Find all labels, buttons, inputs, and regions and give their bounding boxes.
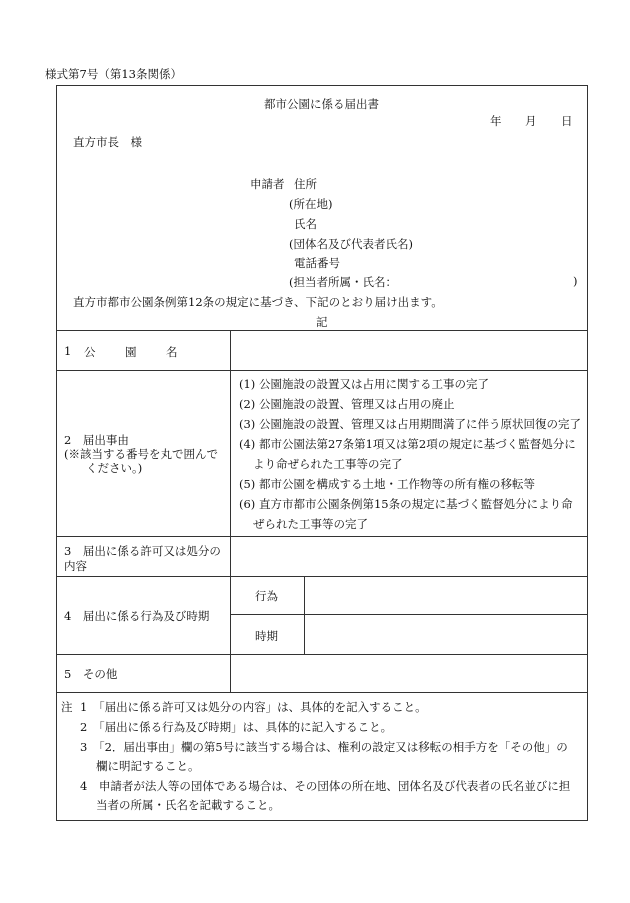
act-field[interactable] bbox=[306, 578, 586, 612]
name-label: 氏名 bbox=[294, 217, 317, 231]
action-label: 4 届出に係る行為及び時期 bbox=[64, 609, 210, 623]
addressee: 直方市長 様 bbox=[73, 135, 142, 149]
reason-option-2[interactable]: (2) 公園施設の設置、管理又は占用の廃止 bbox=[239, 397, 455, 411]
reason-note: (※該当する番号を丸で囲んで bbox=[64, 447, 218, 461]
phone-label: 電話番号 bbox=[294, 256, 340, 270]
row-divider bbox=[56, 370, 588, 371]
date-day-label: 日 bbox=[561, 114, 573, 128]
address-label: 住所 bbox=[294, 177, 317, 191]
reason-option-5[interactable]: (5) 都市公園を構成する土地・工作物等の所有権の移転等 bbox=[239, 477, 535, 491]
form-number: 様式第7号（第13条関係） bbox=[45, 67, 182, 81]
contact-close-paren: ) bbox=[573, 274, 578, 288]
reason-option-4-continued: より命ぜられた工事等の完了 bbox=[253, 457, 403, 471]
other-field[interactable] bbox=[232, 656, 586, 690]
row-divider bbox=[56, 654, 588, 655]
reason-option-4[interactable]: (4) 都市公園法第27条第1項又は第2項の規定に基づく監督処分に bbox=[239, 437, 576, 451]
period-label: 時期 bbox=[255, 629, 278, 643]
park-row-number: 1 bbox=[64, 344, 72, 358]
permit-label-continued: 内容 bbox=[64, 559, 87, 573]
row-divider bbox=[56, 536, 588, 537]
row-divider bbox=[56, 330, 588, 331]
park-row-char: 園 bbox=[125, 345, 137, 359]
permit-label: 3 届出に係る許可又は処分の bbox=[64, 544, 221, 558]
permit-content-field[interactable] bbox=[232, 538, 586, 574]
statement: 直方市都市公園条例第12条の規定に基づき、下記のとおり届け出ます。 bbox=[73, 295, 443, 309]
notes-head: 注 bbox=[61, 700, 73, 714]
location-label: (所在地) bbox=[289, 197, 333, 211]
note-line-continued: 当者の所属・氏名を記載すること。 bbox=[96, 798, 280, 812]
column-divider bbox=[230, 330, 231, 692]
row-divider bbox=[230, 614, 588, 615]
org-name-label: (団体名及び代表者氏名) bbox=[289, 237, 413, 251]
date-year-label: 年 bbox=[490, 114, 502, 128]
note-line: 2 「届出に係る行為及び時期」は、具体的に記入すること。 bbox=[80, 720, 393, 734]
column-divider bbox=[304, 576, 305, 654]
act-label: 行為 bbox=[255, 589, 278, 603]
row-divider bbox=[56, 576, 588, 577]
reason-note: ください。) bbox=[86, 461, 143, 475]
note-line: 1 「届出に係る許可又は処分の内容」は、具体的を記入すること。 bbox=[80, 700, 427, 714]
ki-label: 記 bbox=[316, 315, 328, 329]
date-month-label: 月 bbox=[525, 114, 537, 128]
applicant-label: 申請者 bbox=[250, 177, 285, 191]
contact-label: (担当者所属・氏名： bbox=[289, 275, 397, 289]
reason-label: 2 届出事由 bbox=[64, 433, 129, 447]
reason-option-6-continued: ぜられた工事等の完了 bbox=[253, 517, 368, 531]
note-line: 4 申請者が法人等の団体である場合は、その団体の所在地、団体名及び代表者の氏名並びに担 bbox=[80, 779, 571, 793]
row-divider bbox=[56, 692, 588, 693]
note-line: 3 「2．届出事由」欄の第5号に該当する場合は、権利の設定又は移転の相手方を「その他」の bbox=[80, 740, 568, 754]
reason-option-1[interactable]: (1) 公園施設の設置又は占用に関する工事の完了 bbox=[239, 377, 489, 391]
park-name-field[interactable] bbox=[232, 332, 586, 368]
form-title: 都市公園に係る届出書 bbox=[264, 97, 379, 111]
reason-option-3[interactable]: (3) 公園施設の設置、管理又は占用期間満了に伴う原状回復の完了 bbox=[239, 417, 581, 431]
park-row-char: 公 bbox=[84, 345, 96, 359]
reason-option-6[interactable]: (6) 直方市都市公園条例第15条の規定に基づく監督処分により命 bbox=[239, 497, 573, 511]
period-field[interactable] bbox=[306, 616, 586, 652]
park-row-char: 名 bbox=[166, 345, 178, 359]
note-line-continued: 欄に明記すること。 bbox=[96, 759, 200, 773]
other-label: 5 その他 bbox=[64, 667, 118, 681]
